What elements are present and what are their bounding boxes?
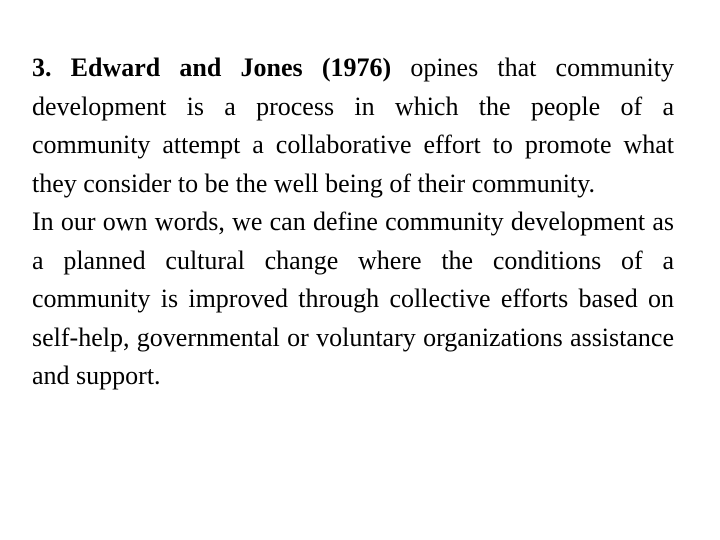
paragraph-own-definition	[32, 203, 674, 396]
paragraph-body: opines that community development is a process in which the people of a community attempt a collaborative effort to promote what they consider to be the well being of their community.	[32, 53, 674, 198]
citation-lead: 3. Edward and Jones (1976)	[32, 53, 392, 82]
paragraph-body: In our own words, we can define community development as a planned cultural change where the conditions of a community is improved through collective efforts based on self-help, governmental or voluntary organizations assistance and support.	[32, 207, 674, 390]
text-content	[32, 49, 674, 396]
paragraph-definition-edward-jones	[32, 49, 674, 203]
